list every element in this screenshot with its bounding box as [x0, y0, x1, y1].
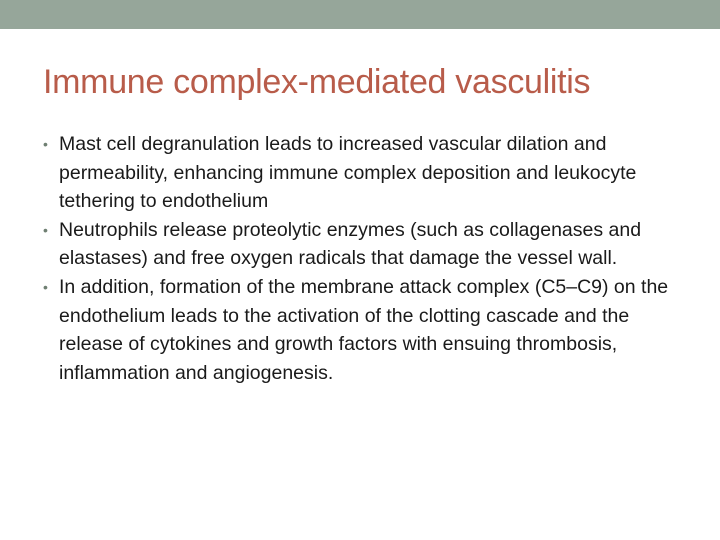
bullet-marker-icon: •	[43, 221, 48, 238]
bullet-text: Neutrophils release proteolytic enzymes (such as collagenases and elastases) and free oxygen radicals that damage the vessel wall.	[59, 218, 642, 270]
bullet-item	[43, 216, 683, 273]
slide-top-bar	[0, 0, 720, 29]
bullet-marker-icon: •	[43, 278, 48, 295]
bullet-list	[43, 130, 683, 387]
bullet-marker-icon: •	[43, 136, 48, 152]
bullet-text: In addition, formation of the membrane attack complex (C5–C9) on the endothelium leads to the activation of the clotting cascade and the release of cytokines and growth factors with ensuing thrombosis, inflammation and angiogenesis.	[59, 275, 669, 384]
bullet-item	[43, 273, 683, 387]
bullet-text: Mast cell degranulation leads to increased vascular dilation and permeability, enhancing immune complex deposition and leukocyte tethering to endothelium	[59, 133, 637, 213]
slide-title: Immune complex-mediated vasculitis	[43, 63, 591, 101]
bullet-item	[43, 130, 683, 216]
